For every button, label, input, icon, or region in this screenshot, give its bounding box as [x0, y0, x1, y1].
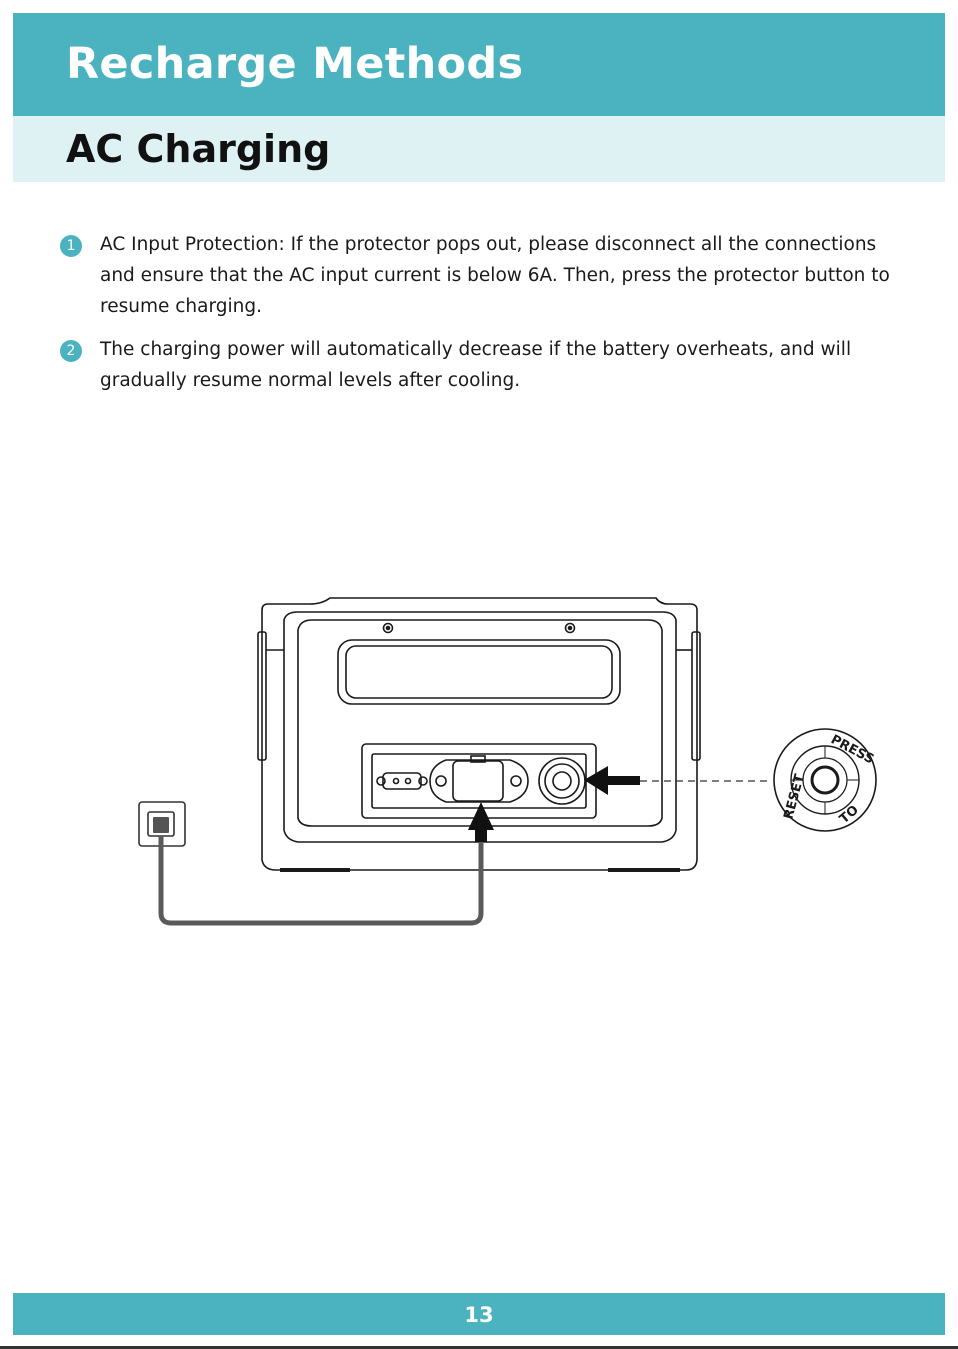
header-banner [13, 13, 945, 116]
number-badge: 2 [60, 340, 82, 362]
protector-button [539, 758, 585, 804]
note-text: AC Input Protection: If the protector pops out, please disconnect all the connections and ensure that the AC input current is below 6A. Then, press the protector button to resume charging. [100, 234, 890, 317]
page-title: Recharge Methods [66, 39, 524, 89]
dc-port [383, 773, 421, 789]
charging-cable [161, 832, 481, 923]
footer-bar [13, 1293, 945, 1335]
to-label: TO [836, 802, 862, 828]
page-number: 13 [464, 1303, 494, 1327]
arrow-left-icon [584, 766, 640, 795]
press-label: PRESS [828, 732, 877, 768]
notes-list [58, 229, 898, 408]
section-banner [13, 116, 945, 182]
note-text: The charging power will automatically decrease if the battery overheats, and will gradually resume normal levels after cooling. [100, 339, 852, 391]
power-station-illustration [0, 590, 958, 940]
note-item [58, 334, 898, 396]
display-window [338, 640, 620, 704]
reset-label: RESET [781, 772, 808, 822]
ac-input-port [430, 760, 528, 802]
note-item [58, 229, 898, 322]
reset-button-detail [774, 729, 876, 831]
number-badge: 1 [60, 235, 82, 257]
section-title: AC Charging [66, 127, 331, 171]
